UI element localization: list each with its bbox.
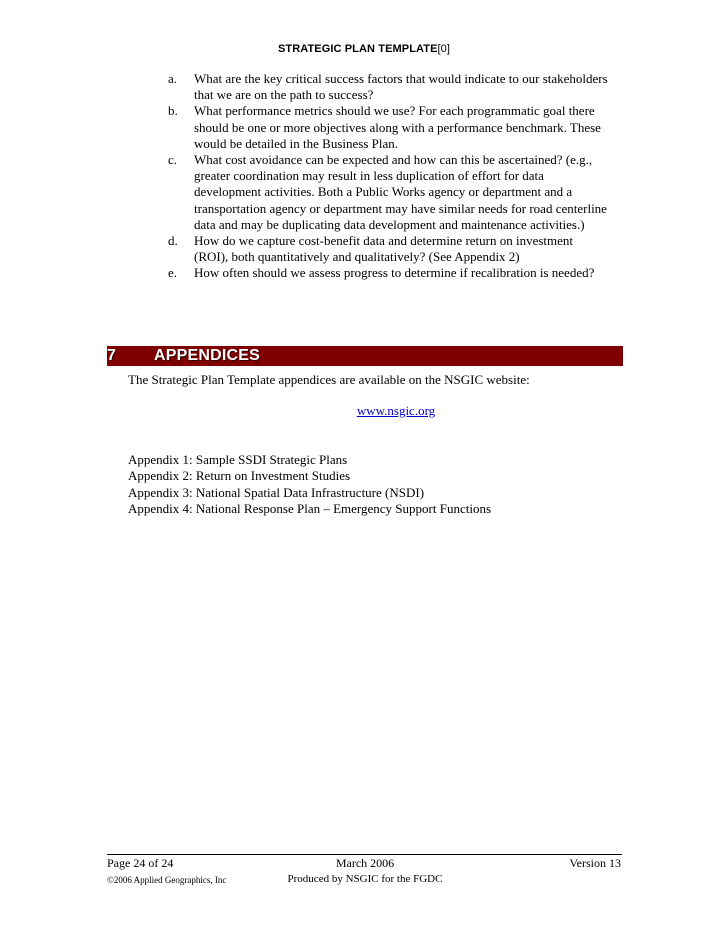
nsgic-link[interactable]: www.nsgic.org: [356, 403, 436, 418]
section-heading-bar: [107, 346, 623, 366]
link-row: [0, 403, 728, 419]
list-marker: b.: [168, 103, 178, 119]
appendix-list: [128, 452, 491, 517]
footer-copyright: ©2006 Applied Geographics, Inc: [107, 875, 227, 885]
list-item: Appendix 3: National Spatial Data Infrastructure (NSDI): [128, 484, 425, 500]
list-item: Appendix 4: National Response Plan – Emergency Support Functions: [128, 500, 491, 516]
footer-date: March 2006: [335, 856, 395, 870]
section-number: 7: [107, 347, 116, 364]
list-marker: c.: [168, 152, 178, 168]
list-item: [168, 265, 608, 281]
list-marker: e.: [168, 265, 178, 281]
question-list: [168, 71, 608, 282]
list-item: [168, 233, 608, 265]
footer-divider: [107, 854, 622, 855]
header-suffix: [0]: [437, 43, 451, 55]
list-item: [168, 71, 608, 103]
footer-produced-by: Produced by NSGIC for the FGDC: [287, 873, 443, 885]
footer-version: Version 13: [569, 856, 621, 870]
list-item-text: How do we capture cost-benefit data and determine return on investment (ROI), both quantitatively and qualitatively? (See Appendix 2): [194, 233, 574, 265]
list-marker: a.: [168, 71, 178, 86]
list-item: Appendix 2: Return on Investment Studies: [128, 468, 351, 484]
list-item-text: What are the key critical success factors that would indicate to our stakeholders that we are on the path to success?: [194, 71, 608, 103]
list-item: [168, 103, 608, 152]
section-title: APPENDICES: [154, 347, 261, 364]
page-header: [0, 43, 728, 55]
list-item-text: What performance metrics should we use? For each programmatic goal there should be one or more objectives along with a performance benchmark. These would be detailed in the Business Plan.: [194, 103, 601, 151]
header-title: STRATEGIC PLAN TEMPLATE: [277, 43, 438, 55]
list-marker: d.: [168, 233, 178, 249]
list-item: [168, 152, 608, 233]
footer-page-number: Page 24 of 24: [107, 856, 174, 870]
list-item-text: What cost avoidance can be expected and how can this be ascertained? (e.g., greater coordination may result in less duplication of effort for data development activities. Both a Public Works agency or department and a transportation agency or department may have similar needs for road centerline data and may be duplicating data development and maintenance activities.): [194, 152, 607, 232]
section-intro: The Strategic Plan Template appendices are available on the NSGIC website:: [128, 372, 530, 387]
list-item: Appendix 1: Sample SSDI Strategic Plans: [128, 452, 348, 467]
list-item-text: How often should we assess progress to determine if recalibration is needed?: [194, 265, 595, 281]
